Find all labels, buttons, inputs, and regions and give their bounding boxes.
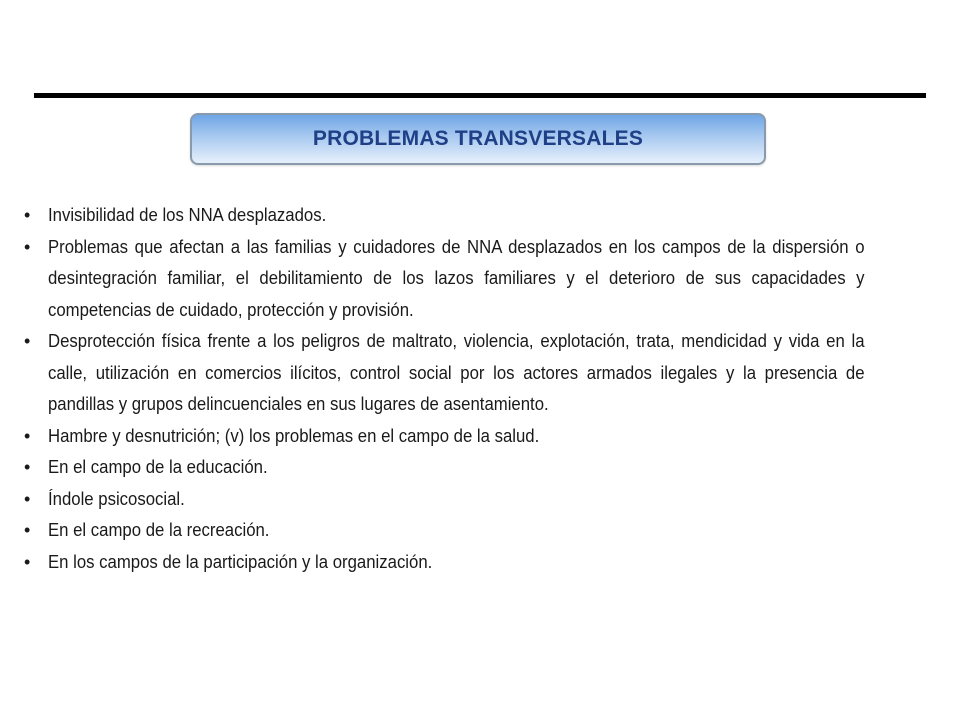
bullet-icon: •: [24, 425, 31, 446]
list-item: [22, 452, 926, 484]
bullet-icon: •: [24, 236, 31, 257]
list-item-text: En el campo de la educación.: [48, 457, 268, 477]
bullet-icon: •: [24, 331, 31, 351]
list-item-text: Desprotección física frente a los peligros de maltrato, violencia, explotación, trata, mendicidad y vida en la calle, utilización en comercios ilícitos, control social por los actores armados ilegales y la presencia de pandillas y grupos delincuenciales en sus lugares de asentamiento.: [48, 331, 865, 414]
list-item-text: En los campos de la participación y la organización.: [48, 551, 433, 572]
list-item: [22, 484, 926, 516]
list-item-text: Problemas que afectan a las familias y cuidadores de NNA desplazados en los campos de la dispersión o desintegración familiar, el debilitamiento de los lazos familiares y el deterioro de sus capacidades y competencias de cuidado, protección y provisión.: [48, 236, 865, 320]
list-item-text: Hambre y desnutrición; (v) los problemas en el campo de la salud.: [48, 425, 540, 446]
problem-list: [22, 200, 926, 578]
list-item-text: Invisibilidad de los NNA desplazados.: [48, 205, 327, 225]
top-divider-rule: [34, 93, 926, 98]
list-item: [22, 200, 926, 232]
section-title-banner: [190, 113, 766, 165]
list-item-text: Índole psicosocial.: [48, 488, 185, 509]
list-item: [22, 547, 926, 579]
bullet-icon: •: [24, 551, 31, 572]
bullet-icon: •: [24, 488, 31, 509]
list-item: [22, 421, 926, 453]
bullet-icon: •: [24, 457, 31, 477]
list-item: [22, 326, 926, 421]
bullet-icon: •: [24, 520, 31, 540]
list-item: [22, 232, 926, 327]
bullet-icon: •: [24, 205, 31, 225]
list-item-text: En el campo de la recreación.: [48, 520, 270, 540]
section-title: PROBLEMAS TRANSVERSALES: [312, 127, 644, 150]
list-item: [22, 515, 926, 547]
